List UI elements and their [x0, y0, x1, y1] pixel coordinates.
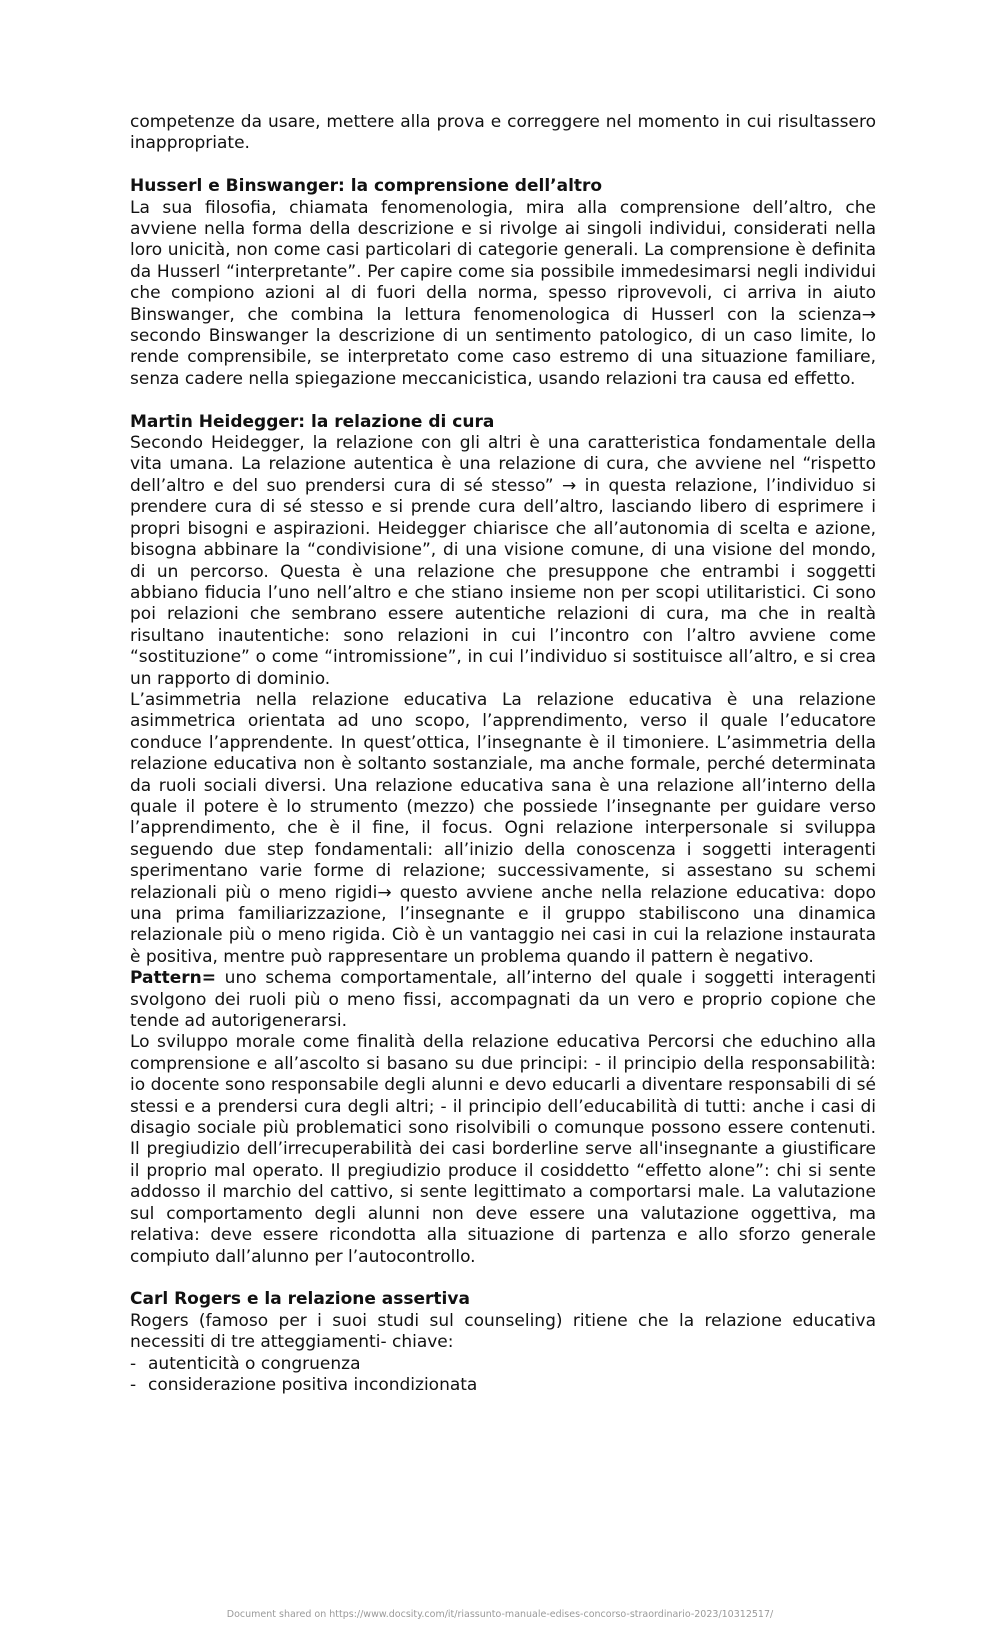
section-heading-husserl: Husserl e Binswanger: la comprensione dell’altro — [130, 176, 603, 197]
paragraph-heidegger: Secondo Heidegger, la relazione con gli altri è una caratteristica fondamentale della vita umana. La relazione autentica è una relazione di cura, che avviene nel “rispetto dell’altro e del suo prendersi cura di sé stesso” → in questa relazione, l’individuo si prendere cura di sé stesso e si prende cura dell’altro, lasciando libero di esprimere i propri bisogni e aspirazioni. Heidegger chiarisce che all’autonomia di scelta e azione, bisogna abbinare la “condivisione”, di una visione comune, di una visione del mondo, di un percorso. Questa è una relazione che presuppone che entrambi i soggetti abbiano fiducia l’uno nell’altro e che stiano insieme non per scopi utilitaristici. Ci sono poi relazioni che sembrano essere autentiche relazioni di cura, ma che in realtà risultano inautentiche: sono relazioni in cui l’incontro con l’altro avviene come “sostituzione” o come “intromissione”, in cui l’individuo si sostituisce all’altro, e si crea un rapporto di dominio. — [130, 433, 876, 689]
spacer — [130, 155, 876, 176]
spacer — [130, 390, 876, 411]
list-item — [130, 1375, 876, 1396]
section-heading-heidegger: Martin Heidegger: la relazione di cura — [130, 411, 495, 432]
document-page — [130, 112, 876, 1396]
spacer — [130, 1268, 876, 1289]
footer-share-notice: Document shared on https://www.docsity.com/it/riassunto-manuale-edises-concorso-straordinario-2023/10312517/ — [226, 1609, 774, 1620]
paragraph-rogers: Rogers (famoso per i suoi studi sul counseling) ritiene che la relazione educativa necessiti di tre atteggiamenti- chiave: — [130, 1310, 876, 1353]
bullet-dash: - — [130, 1374, 137, 1395]
paragraph-pattern — [130, 968, 876, 1032]
list-item-text: considerazione positiva incondizionata — [148, 1374, 478, 1395]
list-item — [130, 1354, 876, 1375]
bullet-dash: - — [130, 1353, 137, 1374]
paragraph-husserl: La sua filosofia, chiamata fenomenologia, mira alla comprensione dell’altro, che avviene nella forma della descrizione e si rivolge ai singoli individui, considerati nella loro unicità, non come casi particolari di categorie generali. La comprensione è definita da Husserl “interpretante”. Per capire come sia possibile immedesimarsi negli individui che compiono azioni al di fuori della norma, spesso riprovevoli, ci arriva in aiuto Binswanger, che combina la lettura fenomenologica di Husserl con la scienza→ secondo Binswanger la descrizione di un sentimento patologico, di un caso limite, lo rende comprensibile, se interpretato come caso estremo di una situazione familiare, senza cadere nella spiegazione meccanicistica, usando relazioni tra causa ed effetto. — [130, 197, 876, 389]
attitudes-list — [130, 1354, 876, 1397]
paragraph-sviluppo-morale: Lo sviluppo morale come finalità della relazione educativa Percorsi che educhino alla comprensione e all’ascolto si basano su due principi: - il principio della responsabilità: io docente sono responsabile degli alunni e devo educarli a diventare responsabili di sé stessi e a prendersi cura degli altri; - il principio dell’educabilità di tutti: anche i casi di disagio sociale più problematici sono risolvibili o comunque possono essere contenuti. Il pregiudizio dell’irrecuperabilità dei casi borderline serve all'insegnante a giustificare il proprio mal operato. Il pregiudizio produce il cosiddetto “effetto alone”: chi si sente addosso il marchio del cattivo, si sente legittimato a comportarsi male. La valutazione sul comportamento degli alunni non deve essere una valutazione oggettiva, ma relativa: deve essere ricondotta alla situazione di partenza e allo sforzo generale compiuto dall’alunno per l’autocontrollo. — [130, 1032, 876, 1267]
intro-paragraph: competenze da usare, mettere alla prova e correggere nel momento in cui risultassero inappropriate. — [130, 112, 876, 154]
paragraph-asimmetria: L’asimmetria nella relazione educativa La relazione educativa è una relazione asimmetrica orientata ad uno scopo, l’apprendimento, verso il quale l’educatore conduce l’apprendente. In quest’ottica, l’insegnante è il timoniere. L’asimmetria della relazione educativa non è soltanto sostanziale, ma anche formale, perché determinata da ruoli sociali diversi. Una relazione educativa sana è una relazione all’interno della quale il potere è lo strumento (mezzo) che possiede l’insegnante per guidare verso l’apprendimento, che è il fine, il focus. Ogni relazione interpersonale si sviluppa seguendo due step fondamentali: all’inizio della conoscenza i soggetti interagenti sperimentano varie forme di relazione; successivamente, si assestano su schemi relazionali più o meno rigidi→ questo avviene anche nella relazione educativa: dopo una prima familiarizzazione, l’insegnante e il gruppo stabiliscono una dinamica relazionale più o meno rigida. Ciò è un vantaggio nei casi in cui la relazione instaurata è positiva, mentre può rappresentare un problema quando il pattern è negativo. — [130, 689, 876, 967]
section-heading-rogers: Carl Rogers e la relazione assertiva — [130, 1289, 470, 1310]
list-item-text: autenticità o congruenza — [148, 1353, 361, 1374]
pattern-term: Pattern= — [130, 968, 216, 989]
pattern-definition: uno schema comportamentale, all’interno del quale i soggetti interagenti svolgono dei ruoli più o meno fissi, accompagnati da un vero e proprio copione che tende ad autorigenerarsi. — [130, 968, 876, 1032]
